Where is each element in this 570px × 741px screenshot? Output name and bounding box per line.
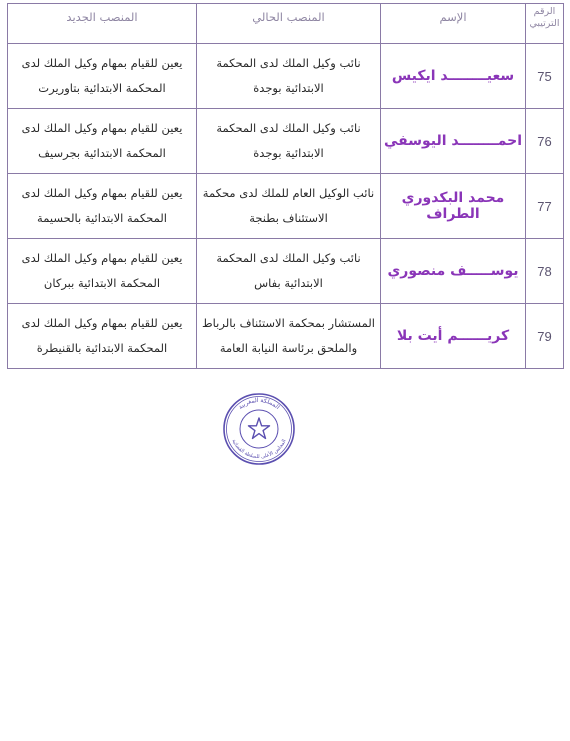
new-position-line: يعين للقيام بمهام وكيل الملك لدى xyxy=(21,56,183,70)
current-position-line: الابتدائية بوجدة xyxy=(253,146,324,160)
row-number: 78 xyxy=(526,239,564,304)
row-name: يوســـــف منصوري xyxy=(381,239,526,304)
row-new-position xyxy=(8,304,197,369)
current-position-line: نائب وكيل الملك لدى المحكمة xyxy=(216,251,361,265)
row-new-position xyxy=(8,44,197,109)
row-new-position xyxy=(8,109,197,174)
current-position-line: نائب وكيل الملك لدى المحكمة xyxy=(216,56,361,70)
seal-outer-text-path: المملكة المغربية xyxy=(237,396,281,411)
row-name: احمــــــــد اليوسفي xyxy=(381,109,526,174)
current-position-line: والملحق برئاسة النيابة العامة xyxy=(219,341,358,355)
row-name: محمد البكدوري الطراف xyxy=(381,174,526,239)
current-position-line: الابتدائية بفاس xyxy=(254,276,323,290)
row-number: 75 xyxy=(526,44,564,109)
row-number: 76 xyxy=(526,109,564,174)
table-row xyxy=(8,304,564,369)
new-position-line: يعين للقيام بمهام وكيل الملك لدى xyxy=(21,251,183,265)
row-current-position xyxy=(197,109,381,174)
table-row xyxy=(8,44,564,109)
current-position-line: نائب وكيل الملك لدى المحكمة xyxy=(216,121,361,135)
seal-inner-text-path: المجلس الأعلى للسلطة القضائية xyxy=(230,438,288,460)
new-position-line: المحكمة الابتدائية ببركان xyxy=(43,276,161,290)
table-header-row xyxy=(8,4,564,44)
row-number: 79 xyxy=(526,304,564,369)
seal-outer-text xyxy=(237,397,281,411)
table-row xyxy=(8,174,564,239)
row-name: سعيــــــــد ايكيس xyxy=(381,44,526,109)
current-position-line: الاستئناف بطنجة xyxy=(249,211,328,225)
current-position-line: نائب الوكيل العام للملك لدى محكمة xyxy=(202,186,375,200)
official-seal-icon xyxy=(222,392,296,466)
row-number: 77 xyxy=(526,174,564,239)
new-position-line: يعين للقيام بمهام وكيل الملك لدى xyxy=(21,121,183,135)
row-name: كريــــــم أيت بلا xyxy=(381,304,526,369)
new-position-line: المحكمة الابتدائية بتاوريرت xyxy=(38,81,166,95)
table-row xyxy=(8,109,564,174)
row-current-position xyxy=(197,174,381,239)
row-new-position xyxy=(8,174,197,239)
header-name: الإسم xyxy=(381,4,526,44)
new-position-line: المحكمة الابتدائية بجرسيف xyxy=(38,146,166,160)
current-position-line: المستشار بمحكمة الاستئناف بالرباط xyxy=(202,316,375,330)
row-current-position xyxy=(197,239,381,304)
new-position-line: يعين للقيام بمهام وكيل الملك لدى xyxy=(21,316,183,330)
header-current-position: المنصب الحالي xyxy=(197,4,381,44)
row-new-position xyxy=(8,239,197,304)
header-number: الرقم الترتيبي xyxy=(526,4,564,44)
appointments-table xyxy=(7,3,564,369)
new-position-line: المحكمة الابتدائية بالقنيطرة xyxy=(36,341,168,355)
header-new-position: المنصب الجديد xyxy=(8,4,197,44)
new-position-line: يعين للقيام بمهام وكيل الملك لدى xyxy=(21,186,183,200)
seal-star-icon xyxy=(249,418,270,438)
new-position-line: المحكمة الابتدائية بالحسيمة xyxy=(37,211,167,225)
row-current-position xyxy=(197,44,381,109)
row-current-position xyxy=(197,304,381,369)
current-position-line: الابتدائية بوجدة xyxy=(253,81,324,95)
table-row xyxy=(8,239,564,304)
